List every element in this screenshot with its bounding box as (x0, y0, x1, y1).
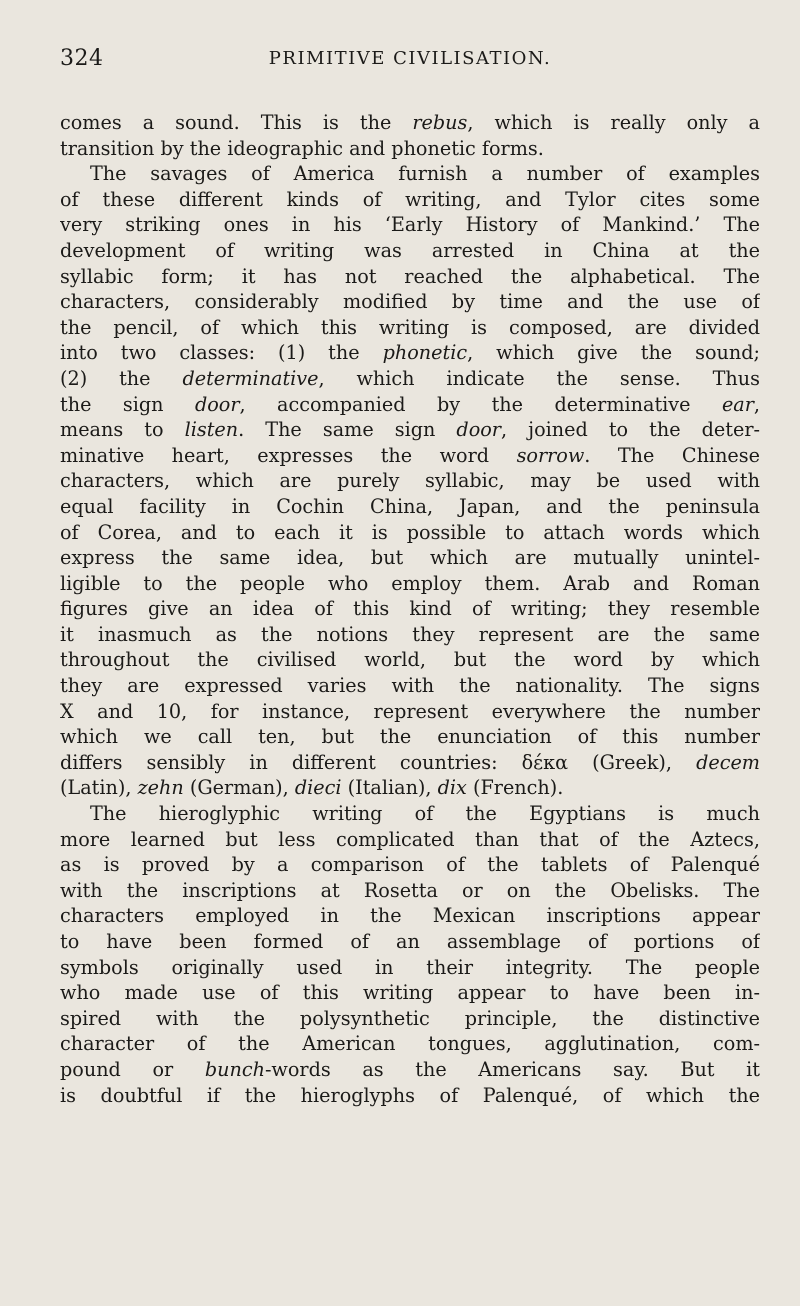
text-line: characters employed in the Mexican inscriptions appear (60, 904, 760, 928)
text-line: pound or bunch-words as the Americans say. But it (60, 1057, 760, 1081)
text-line: as is proved by a comparison of the tablets of Palenqué (60, 853, 760, 877)
text-line: who made use of this writing appear to have been in- (60, 981, 760, 1005)
text-line: equal facility in Cochin China, Japan, and the peninsula (60, 494, 760, 518)
text-line: very striking ones in his ‘Early History of Mankind.’ The (60, 213, 760, 237)
text-line: differs sensibly in different countries: δέκα (Greek), decem (60, 750, 760, 774)
text-line: more learned but less complicated than that of the Aztecs, (60, 827, 760, 851)
text-line: into two classes: (1) the phonetic, which give the sound; (60, 341, 760, 365)
text-line: (Latin), zehn (German), dieci (Italian), dix (French). (60, 776, 564, 800)
text-line: which we call ten, but the enunciation of this number (60, 725, 760, 749)
text-line: to have been formed of an assemblage of portions of (60, 930, 760, 953)
text-line: the pencil, of which this writing is composed, are divided (60, 315, 760, 339)
text-line: comes a sound. This is the rebus, which is really only a (60, 111, 760, 134)
text-line: express the same idea, but which are mutually unintel- (60, 546, 760, 570)
page-number: 324 (60, 46, 104, 71)
running-head: PRIMITIVE CIVILISATION. (268, 48, 552, 69)
text-line: transition by the ideographic and phonetic forms. (60, 136, 544, 160)
text-line: characters, considerably modified by time and the use of (60, 290, 760, 314)
text-line: the sign door, accompanied by the determinative ear, (60, 392, 760, 416)
text-line: minative heart, expresses the word sorrow. The Chinese (60, 443, 760, 467)
text-line: it inasmuch as the notions they represent are the same (60, 622, 760, 646)
text-line: with the inscriptions at Rosetta or on the Obelisks. The (60, 878, 760, 902)
text-line: (2) the determinative, which indicate the sense. Thus (60, 366, 760, 390)
text-line: character of the American tongues, agglutination, com- (60, 1032, 760, 1056)
text-line: of these different kinds of writing, and Tylor cites some (60, 187, 760, 211)
text-line: of Corea, and to each it is possible to attach words which (60, 520, 760, 544)
body-text (60, 110, 760, 1108)
text-line: throughout the civilised world, but the word by which (60, 648, 760, 672)
text-line: The savages of America furnish a number of examples (90, 162, 760, 186)
text-line: X and 10, for instance, represent everywhere the number (60, 699, 760, 723)
text-line: they are expressed varies with the nationality. The signs (60, 674, 760, 698)
text-line: is doubtful if the hieroglyphs of Palenqué, of which the (60, 1083, 760, 1107)
text-line: means to listen. The same sign door, joined to the deter- (60, 418, 760, 442)
text-line: development of writing was arrested in China at the (60, 238, 760, 262)
text-line: syllabic form; it has not reached the alphabetical. The (60, 264, 760, 288)
text-line: figures give an idea of this kind of writing; they resemble (60, 597, 760, 621)
text-line: spired with the polysynthetic principle, the distinctive (60, 1006, 760, 1030)
text-line: ligible to the people who employ them. Arab and Roman (60, 571, 760, 595)
page-header (60, 40, 760, 76)
text-line: The hieroglyphic writing of the Egyptians is much (90, 802, 760, 826)
text-line: symbols originally used in their integrity. The people (60, 955, 760, 979)
text-line: characters, which are purely syllabic, may be used with (60, 469, 760, 493)
